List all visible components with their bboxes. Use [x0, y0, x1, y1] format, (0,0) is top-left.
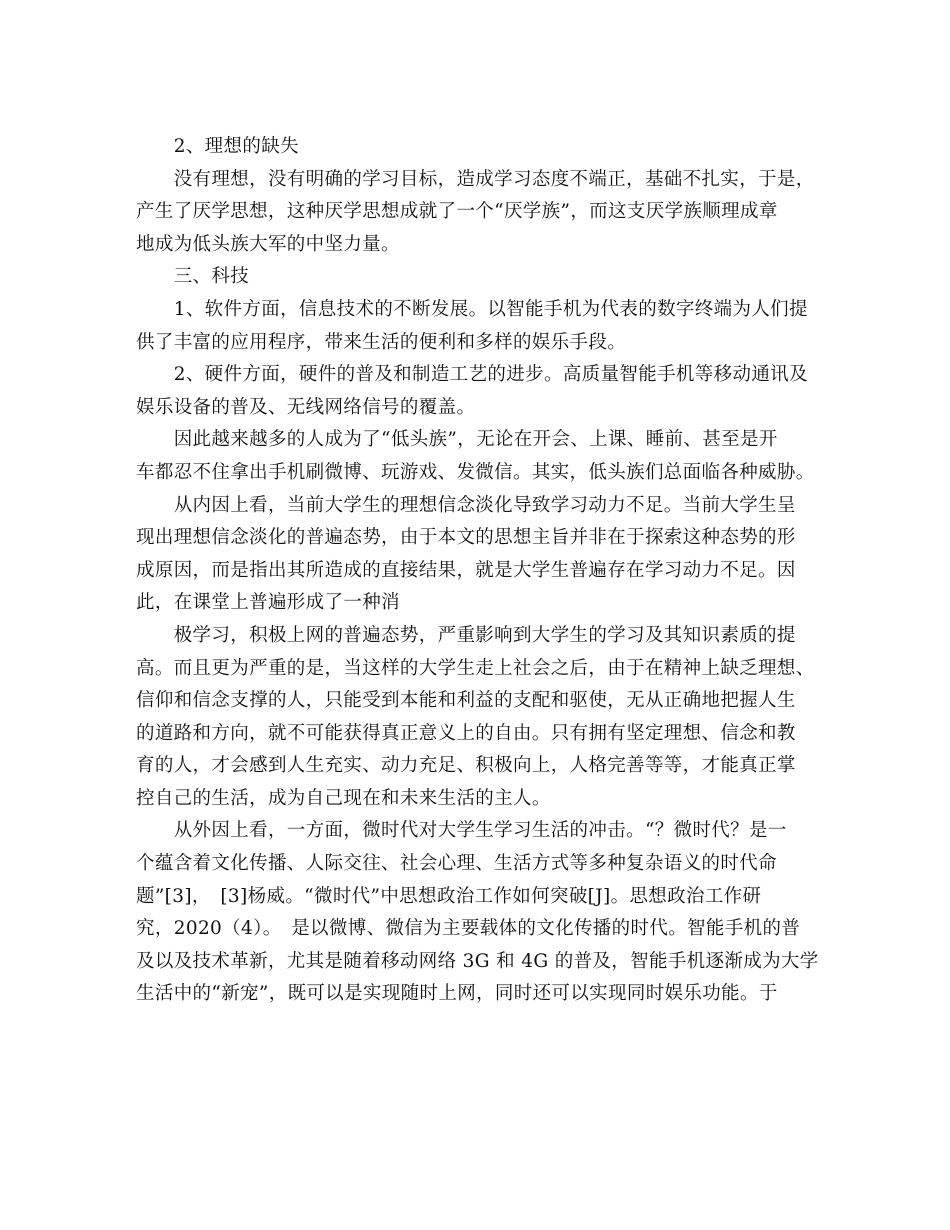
- text-line: 从内因上看，当前大学生的理想信念淡化导致学习动力不足。当前大学生呈: [136, 494, 796, 516]
- text-line: 成原因，而是指出其所造成的直接结果，就是大学生普遍存在学习动力不足。因: [136, 559, 796, 581]
- text-line: 地成为低头族大军的中坚力量。: [136, 233, 400, 255]
- text-line: 供了丰富的应用程序，带来生活的便利和多样的娱乐手段。: [136, 331, 627, 353]
- text-line: 生活中的“新宠”，既可以是实现随时上网，同时还可以实现同时娱乐功能。于: [136, 983, 778, 1005]
- text-line: 极学习，积极上网的普遍态势，严重影响到大学生的学习及其知识素质的提: [136, 624, 796, 646]
- text-line: 产生了厌学思想，这种厌学思想成就了一个“厌学族”，而这支厌学族顺理成章: [136, 201, 778, 223]
- text-line: 2、理想的缺失: [136, 136, 299, 157]
- text-line: 没有理想，没有明确的学习目标，造成学习态度不端正，基础不扎实，于是，: [136, 168, 815, 190]
- body-text: [136, 131, 819, 1011]
- text-line: 控自己的生活，成为自己现在和未来生活的主人。: [136, 787, 551, 809]
- text-line: 题”[3]， [3]杨威。“微时代”中思想政治工作如何突破[J]。思想政治工作研: [136, 885, 762, 907]
- text-line: 个蕴含着文化传播、人际交往、社会心理、生活方式等多种复杂语义的时代命: [136, 853, 777, 875]
- text-line: 此，在课堂上普遍形成了一种消: [136, 592, 400, 614]
- text-line: 因此越来越多的人成为了“低头族”，无论在开会、上课、睡前、甚至是开: [136, 429, 778, 451]
- text-line: 高。而且更为严重的是，当这样的大学生走上社会之后，由于在精神上缺乏理想、: [136, 657, 815, 679]
- text-line: 现出理想信念淡化的普遍态势，由于本文的思想主旨并非在于探索这种态势的形: [136, 527, 796, 549]
- text-line: 及以及技术革新，尤其是随着移动网络 3G 和 4G 的普及，智能手机逐渐成为大学: [136, 950, 819, 972]
- text-line: 娱乐设备的普及、无线网络信号的覆盖。: [136, 396, 476, 418]
- text-line: 2、硬件方面，硬件的普及和制造工艺的进步。高质量智能手机等移动通讯及: [136, 364, 808, 386]
- text-line: 的道路和方向，就不可能获得真正意义上的自由。只有拥有坚定理想、信念和教: [136, 722, 796, 744]
- text-line: 究，2020（4）。 是以微博、微信为主要载体的文化传播的时代。智能手机的普: [136, 918, 801, 940]
- text-line: 从外因上看，一方面，微时代对大学生学习生活的冲击。“？微时代？是一: [136, 820, 787, 842]
- text-line: 1、软件方面，信息技术的不断发展。以智能手机为代表的数字终端为人们提: [136, 298, 808, 320]
- text-line: 信仰和信念支撑的人，只能受到本能和利益的支配和驱使，无从正确地把握人生: [136, 690, 796, 712]
- text-line: 车都忍不住拿出手机刷微博、玩游戏、发微信。其实，低头族们总面临各种威胁。: [136, 461, 815, 483]
- text-line: 三、科技: [136, 266, 250, 288]
- text-line: 育的人，才会感到人生充实、动力充足、积极向上，人格完善等等，才能真正掌: [136, 755, 796, 777]
